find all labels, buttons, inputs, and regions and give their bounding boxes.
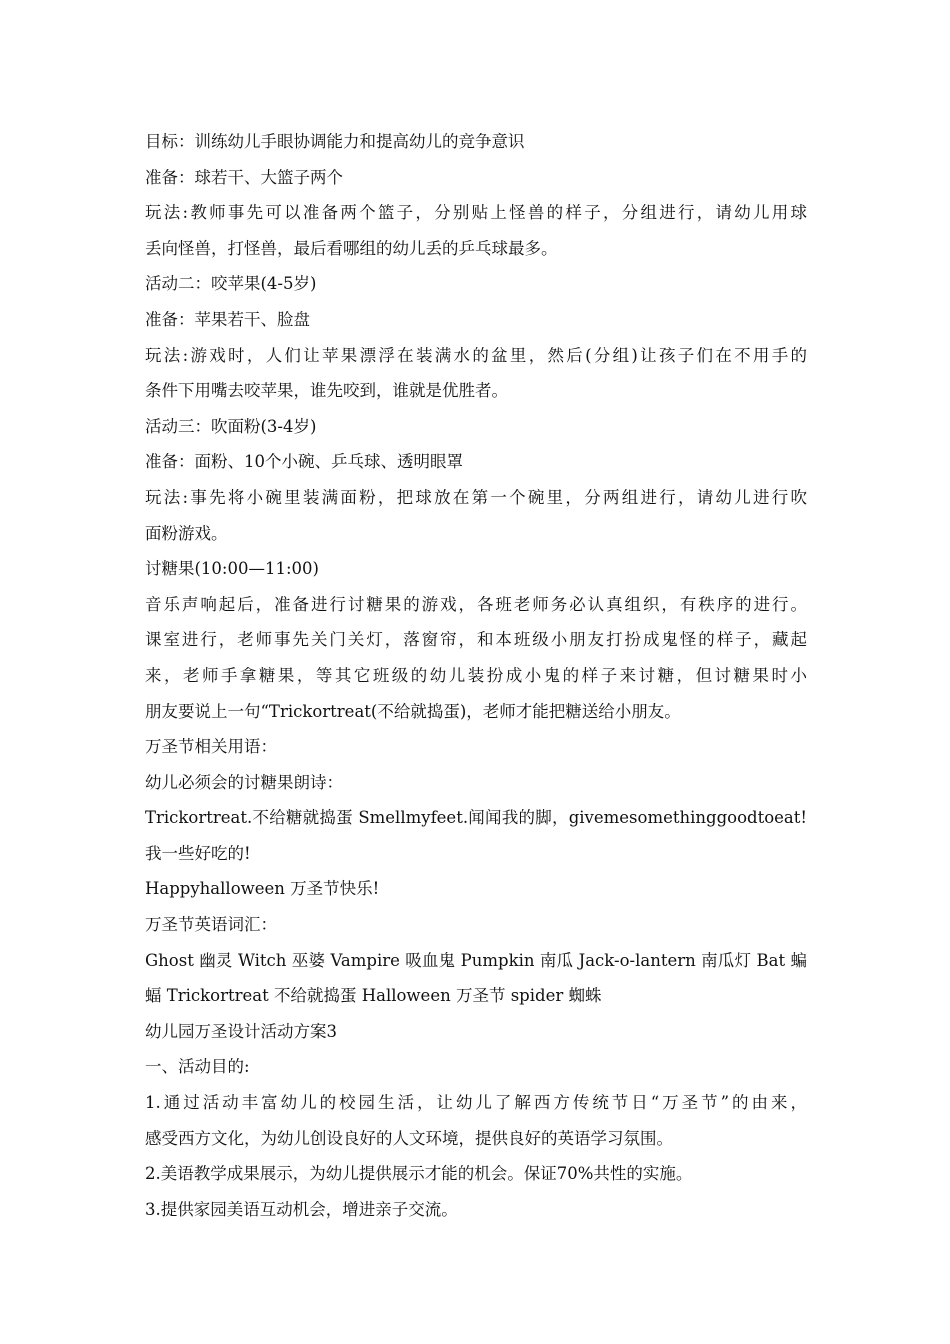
rules-line: 玩法:游戏时，人们让苹果漂浮在装满水的盆里，然后(分组)让孩子们在不用手的 bbox=[145, 345, 807, 365]
document-body bbox=[145, 124, 807, 1227]
prep-line: 准备：面粉、10个小碗、乒乓球、透明眼罩 bbox=[145, 452, 463, 472]
vocabulary-heading: 万圣节英语词汇： bbox=[145, 915, 277, 935]
candy-section-heading: 讨糖果(10:00—11:00) bbox=[145, 559, 319, 579]
vocabulary-line-cont: 蝠 Trickortreat 不给就捣蛋 Halloween 万圣节 spider 蜘蛛 bbox=[145, 986, 602, 1006]
chant-line-cont: 我一些好吃的! bbox=[145, 843, 251, 863]
vocabulary-line: Ghost 幽灵 Witch 巫婆 Vampire 吸血鬼 Pumpkin 南瓜 Jack-o-lantern 南瓜灯 Bat 蝙 bbox=[145, 950, 807, 970]
prep-line: 准备：球若干、大篮子两个 bbox=[145, 167, 343, 187]
candy-paragraph-line: 课室进行，老师事先关门关灯，落窗帘，和本班级小朋友打扮成鬼怪的样子，藏起 bbox=[145, 630, 807, 650]
rules-line-cont: 条件下用嘴去咬苹果，谁先咬到，谁就是优胜者。 bbox=[145, 381, 508, 401]
candy-paragraph-line: 来，老师手拿糖果，等其它班级的幼儿装扮成小鬼的样子来讨糖，但讨糖果时小 bbox=[145, 665, 807, 685]
chant-line: Trickortreat.不给糖就捣蛋 Smellmyfeet.闻闻我的脚，givemesomethinggoodtoeat! bbox=[145, 808, 807, 828]
activity-three-heading: 活动三：吹面粉(3-4岁) bbox=[145, 416, 317, 436]
prep-line: 准备：苹果若干、脸盘 bbox=[145, 309, 310, 329]
purpose-item-1-cont: 感受西方文化，为幼儿创设良好的人文环境，提供良好的英语学习氛围。 bbox=[145, 1128, 673, 1148]
greeting-line: Happyhalloween 万圣节快乐! bbox=[145, 879, 380, 899]
purpose-heading: 一、活动目的: bbox=[145, 1057, 250, 1077]
rules-line-cont: 面粉游戏。 bbox=[145, 523, 228, 543]
phrases-heading: 万圣节相关用语： bbox=[145, 737, 277, 757]
rules-line: 玩法:教师事先可以准备两个篮子，分别贴上怪兽的样子，分组进行，请幼儿用球 bbox=[145, 203, 807, 223]
chant-heading: 幼儿必须会的讨糖果朗诗： bbox=[145, 772, 343, 792]
purpose-item-3: 3.提供家园美语互动机会，增进亲子交流。 bbox=[145, 1199, 458, 1219]
candy-paragraph-line: 朋友要说上一句“Trickortreat(不给就捣蛋)，老师才能把糖送给小朋友。 bbox=[145, 701, 681, 721]
plan-title: 幼儿园万圣设计活动方案3 bbox=[145, 1021, 337, 1041]
activity-two-heading: 活动二：咬苹果(4-5岁) bbox=[145, 274, 317, 294]
purpose-item-2: 2.美语教学成果展示，为幼儿提供展示才能的机会。保证70%共性的实施。 bbox=[145, 1164, 693, 1184]
goal-line: 目标：训练幼儿手眼协调能力和提高幼儿的竞争意识 bbox=[145, 132, 525, 151]
rules-line-cont: 丢向怪兽，打怪兽，最后看哪组的幼儿丢的乒乓球最多。 bbox=[145, 238, 558, 258]
candy-paragraph-line: 音乐声响起后，准备进行讨糖果的游戏，各班老师务必认真组织，有秩序的进行。 bbox=[145, 594, 807, 614]
rules-line: 玩法:事先将小碗里装满面粉，把球放在第一个碗里，分两组进行，请幼儿进行吹 bbox=[145, 487, 807, 507]
purpose-item-1: 1.通过活动丰富幼儿的校园生活，让幼儿了解西方传统节日“万圣节”的由来， bbox=[145, 1093, 807, 1113]
